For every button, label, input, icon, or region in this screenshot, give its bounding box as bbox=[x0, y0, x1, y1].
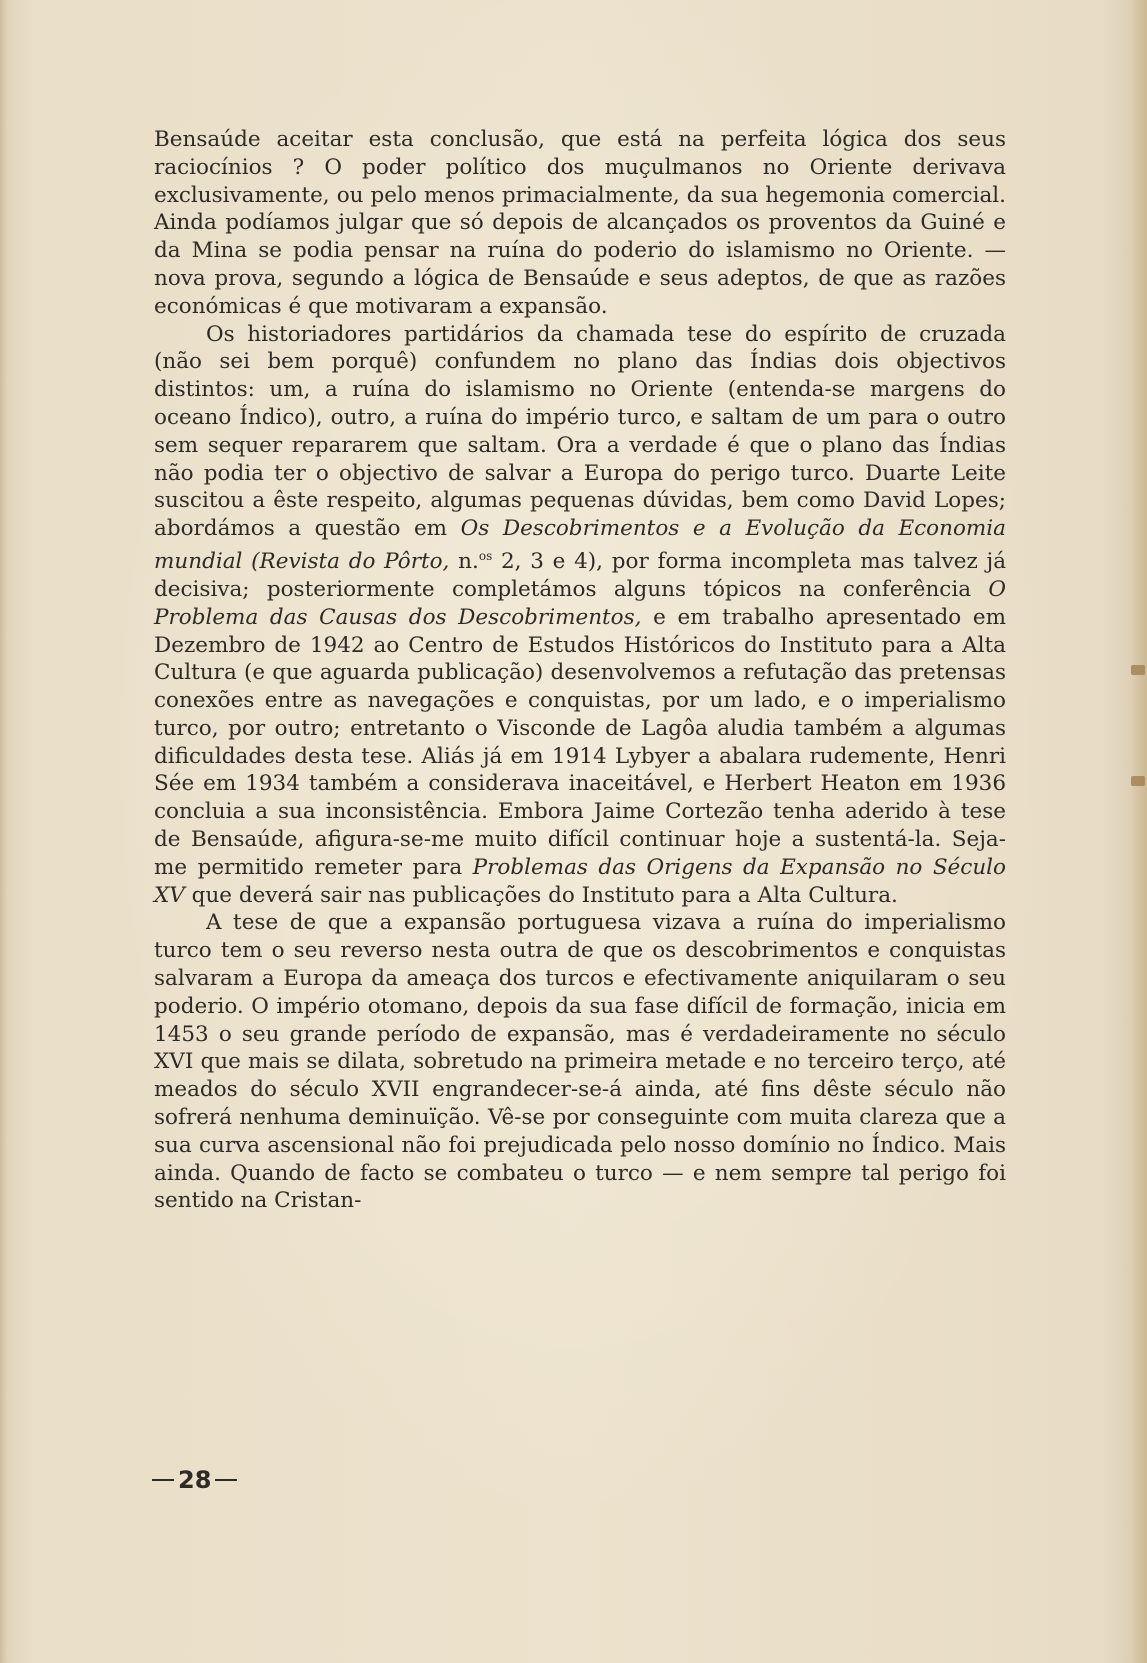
paragraph-2 bbox=[154, 321, 1006, 910]
paragraph-1-text: Bensaúde aceitar esta conclusão, que está na perfeita lógica dos seus raciocínios ? O poder político dos muçulmanos no Oriente derivava exclusivamente, ou pelo menos primacialmente, da sua hegemonia comercial. Ainda podíamos julgar que só depois de alcançados os proventos da Guiné e da Mina se podia pensar na ruína do poderio do islamismo no Oriente. — nova prova, segundo a lógica de Bensaúde e seus adeptos, de que as razões económicas é que motivaram a expansão. bbox=[154, 127, 1006, 319]
page-number-value: 28 bbox=[178, 1466, 212, 1494]
paragraph-2-text: Os historiadores partidários da chamada tese do espírito de cruzada (não sei bem porquê) confundem no plano das Índias dois objectivos distintos: um, a ruína do islamismo no Oriente (entenda-se margens do oceano Índico), outro, a ruína do império turco, e saltam de um para o outro sem sequer repararem que saltam. Ora a verdade é que o plano das Índias não podia ter o objectivo de salvar a Europa do perigo turco. Duarte Leite suscitou a êste respeito, algumas pequenas dúvidas, bem como David Lopes; abordámos a questão em bbox=[154, 321, 1006, 542]
paragraph-2-text: e em trabalho apresentado em Dezembro de 1942 ao Centro de Estudos Históricos do Instituto para a Alta Cultura (e que aguarda publicação) desenvolvemos a refutação das pretensas conexões entre as navegações e conquistas, por um lado, e o imperialismo turco, por outro; entretanto o Visconde de Lagôa aludia também a algumas dificuldades desta tese. Aliás já em 1914 Lybyer a abalara rudemente, Henri Sée em 1934 também a considerava inaceitável, e Herbert Heaton em 1936 concluia a sua inconsistência. Embora Jaime Cortezão tenha aderido à tese de Bensaúde, afigura-se-me muito difícil continuar hoje a sustentá-la. Seja-me permitido remeter para bbox=[154, 604, 1006, 880]
page-number bbox=[152, 1466, 237, 1494]
page-right-edge-shadow bbox=[1131, 0, 1147, 1663]
paragraph-2-text: n. bbox=[449, 549, 479, 575]
page-left-edge-shadow bbox=[0, 0, 7, 1663]
paragraph-3-text: A tese de que a expansão portuguesa vizava a ruína do imperialismo turco tem o seu reverso nesta outra de que os descobrimentos e conquistas salvaram a Europa da ameaça dos turcos e efectivamente aniquilaram o seu poderio. O império otomano, depois da sua fase difícil de formação, inicia em 1453 o seu grande período de expansão, mas é verdadeiramente no século XVI que mais se dilata, sobretudo na primeira metade e no terceiro terço, até meados do século XVII engrandecer-se-á ainda, até fins dêste século não sofrerá nenhuma deminuïção. Vê-se por conseguinte com muita clareza que a sua curva ascensional não foi prejudicada pelo nosso domínio no Índico. Mais ainda. Quando de facto se combateu o turco — e nem sempre tal perigo foi sentido na Cristan- bbox=[154, 910, 1006, 1214]
italic-title-problemas-origens: Problemas das Origens da Expansão no Século XV bbox=[154, 854, 1006, 908]
body-text bbox=[154, 126, 1006, 1215]
staple-mark-icon bbox=[1131, 665, 1145, 675]
paragraph-1 bbox=[154, 126, 1006, 321]
italic-title-problema-causas: O Problema das Causas dos Descobrimentos, bbox=[154, 576, 1006, 630]
paragraph-2-text: que deverá sair nas publicações do Instituto para a Alta Cultura. bbox=[184, 882, 898, 908]
paragraph-2-text: 2, 3 e 4), por forma incompleta mas talvez já decisiva; posteriormente completámos alguns tópicos na conferência bbox=[154, 549, 1007, 602]
italic-title-descobrimentos-economia: Os Descobrimentos e a Evolução da Economia mundial (Revista do Pôrto, bbox=[154, 516, 1006, 575]
superscript-os: os bbox=[478, 548, 493, 563]
page-number-dash-left bbox=[152, 1479, 174, 1481]
page-number-dash-right bbox=[215, 1479, 237, 1481]
paragraph-3 bbox=[154, 909, 1006, 1215]
staple-mark-icon bbox=[1131, 776, 1145, 786]
